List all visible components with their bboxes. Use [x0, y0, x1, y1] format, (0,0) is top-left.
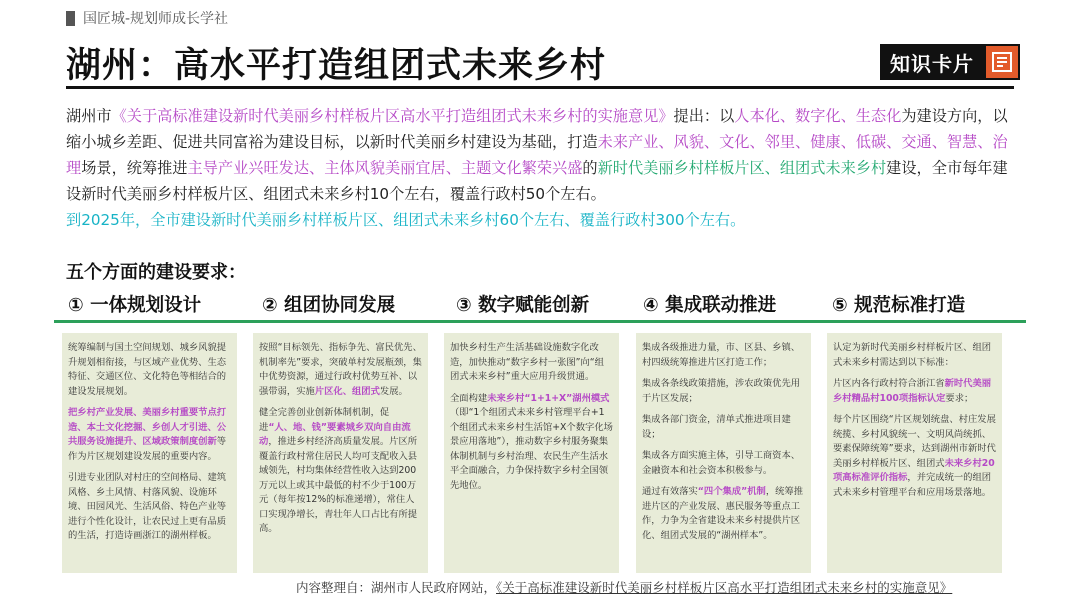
- body-text: 等作为片区规划建设发展的重要内容。: [68, 436, 227, 462]
- highlight-text: 未来乡村“1+1+X”湖州模式: [487, 392, 610, 404]
- body-text: 发展。: [379, 385, 408, 397]
- body-text: 集成各条线政策措施，涉农政策优先用于片区发展；: [642, 378, 801, 404]
- highlight-text: 未来产业、风貌、文化、邻里、健康、低碳、交通、智慧、治理: [66, 133, 1008, 177]
- requirement-paragraph: [642, 485, 805, 543]
- requirement-paragraph: [642, 377, 805, 406]
- body-text: 统筹编制与国土空间规划、城乡风貌提升规划相衔接，与区域产业优势、生态特征、交通区位、文化特色等相结合的建设发展规划。: [68, 342, 227, 397]
- highlight-text: 《关于高标准建设新时代美丽乡村样板片区高水平打造组团式未来乡村的实施意见》: [111, 107, 674, 125]
- highlight-text: 新时代美丽乡村样板片区、组团式未来乡村: [597, 159, 887, 177]
- body-text: 场景，统筹推进: [81, 159, 188, 177]
- body-text: ，推进乡村经济高质量发展。片区所覆盖行政村常住居民人均可支配收入县域领先，村均集体经营性收入达到200万元以上或其中最低的村不少于100万元（每年按12%的标准递增），常住人口实现净增长，青壮年人口占比有所提高。: [259, 436, 418, 534]
- requirements-heading: 五个方面的建设要求：: [66, 262, 246, 283]
- logo-icon: [984, 44, 1020, 80]
- highlight-text: “人、地、钱”要素城乡双向自由流动: [259, 421, 411, 447]
- requirement-column: [62, 333, 237, 573]
- requirement-paragraph: [833, 341, 996, 370]
- body-text: 引进专业团队对村庄的空间格局、建筑风格、乡土风情、村落风貌、设施环境、田园风光、生活风俗、特色产业等进行个性化设计，让农民过上更有品质的生活，打造诗画浙江的湖州样板。: [68, 472, 227, 541]
- body-text: 片区内各行政村符合浙江省: [833, 378, 945, 389]
- highlight-text: 把乡村产业发展、美丽乡村重要节点打造、本土文化挖掘、乡创人才引进、公共服务设施提升、区域政策制度创新: [68, 407, 227, 447]
- highlight-text: 片区化、组团式: [314, 385, 380, 397]
- body-text: 提出：以: [673, 107, 735, 125]
- body-text: 集成各部门资金，清单式推进项目建设；: [642, 414, 791, 440]
- aspect-title: ② 组团协同发展: [262, 295, 396, 316]
- requirement-paragraph: [450, 341, 613, 385]
- intro-text: [66, 103, 1020, 233]
- knowledge-card-badge: [880, 44, 1020, 80]
- body-text: 加快乡村生产生活基础设施数字化改造，加快推动“数字乡村一张图”向“组团式未来乡村”重大应用升级贯通。: [450, 342, 604, 382]
- source-bar: [66, 6, 228, 30]
- body-text: 湖州市: [66, 107, 112, 125]
- aspects-underline: [54, 320, 1026, 323]
- requirement-paragraph: [642, 449, 805, 478]
- requirement-paragraph: [68, 406, 231, 464]
- requirement-column: [636, 333, 811, 573]
- body-text: 要求；: [945, 392, 974, 404]
- requirement-paragraph: [450, 392, 613, 494]
- requirement-column: [253, 333, 428, 573]
- body-text: 集成各级推进力量，市、区县、乡镇、村四级统筹推进片区打造工作；: [642, 342, 801, 368]
- requirement-paragraph: [833, 413, 996, 500]
- intro-paragraph: [66, 103, 1020, 207]
- badge-label: 知识卡片: [880, 44, 984, 80]
- requirement-paragraph: [642, 413, 805, 442]
- body-text: 建设，全市每年建设新时代美丽乡村样板片区、组团式未来乡村10个左右，覆盖行政村50个左右。: [66, 159, 1008, 203]
- source-footer: [296, 578, 952, 596]
- title-divider: [66, 86, 1014, 89]
- aspect-title: ③ 数字赋能创新: [456, 295, 590, 316]
- requirement-paragraph: [68, 341, 231, 399]
- body-text: 为建设方向，以缩小城乡差距、促进共同富裕为建设目标，以新时代美丽乡村建设为基础，打造: [66, 107, 1008, 151]
- source-label: 国匠城-规划师成长学社: [83, 11, 229, 27]
- body-text: 认定为新时代美丽乡村样板片区、组团式未来乡村需达到以下标准：: [833, 342, 992, 368]
- body-text: （即“1个组团式未来乡村管理平台+1个组团式未来乡村生活馆+X个数字化场景应用落地”），推动数字乡村服务聚集体制机制与乡村治理、农民生产生活水平全面融合，力争保持数字乡村全国领先地位。: [450, 407, 613, 491]
- body-text: 每个片区围绕“片区规划统盘、村庄发展统揽、乡村风貌统一、文明风尚统抓、要素保障统筹”要求，达到湖州市新时代美丽乡村样板片区、组团式: [833, 414, 996, 469]
- requirement-paragraph: [259, 406, 422, 537]
- body-text: ，并完成统一的组团式未来乡村管理平台和应用场景落地。: [833, 472, 992, 498]
- source-link[interactable]: 《关于高标准建设新时代美丽乡村样板片区高水平打造组团式未来乡村的实施意见》: [496, 580, 953, 595]
- footer-prefix: 内容整理自：湖州市人民政府网站，: [296, 580, 497, 595]
- body-text: ，统筹推进片区的产业发展、惠民服务等重点工作，力争为全省建设未来乡村提供片区化、组团式发展的“湖州样本”。: [642, 486, 804, 541]
- body-text: 全面构建: [450, 392, 488, 404]
- logo-icon-glyph: [990, 50, 1014, 74]
- aspects-bar: [54, 291, 1026, 323]
- aspect-title: ④ 集成联动推进: [643, 295, 777, 316]
- requirement-column: [827, 333, 1002, 573]
- highlight-text: 未来乡村20项高标准评价指标: [833, 457, 995, 483]
- requirement-paragraph: [833, 377, 996, 406]
- highlight-text: 人本化、数字化、生态化: [734, 107, 902, 125]
- aspect-title: ① 一体规划设计: [68, 295, 202, 316]
- page-title: 湖州：高水平打造组团式未来乡村: [66, 46, 607, 86]
- highlight-text: 新时代美丽乡村精品村100项指标认定: [833, 378, 992, 404]
- body-text: 集成各方面实施主体，引导工商资本、金融资本和社会资本积极参与。: [642, 450, 801, 476]
- requirement-paragraph: [68, 471, 231, 544]
- highlight-text: “四个集成”机制: [697, 486, 766, 497]
- intro-target-line: 到2025年，全市建设新时代美丽乡村样板片区、组团式未来乡村60个左右、覆盖行政村300个左右。: [66, 211, 746, 229]
- highlight-text: 主导产业兴旺发达、主体风貌美丽宜居、主题文化繁荣兴盛: [187, 159, 583, 177]
- requirement-paragraph: [642, 341, 805, 370]
- body-text: 的: [582, 159, 598, 177]
- requirement-paragraph: [259, 341, 422, 399]
- aspect-title: ⑤ 规范标准打造: [832, 295, 966, 316]
- body-text: 按照“目标领先、指标争先、富民优先、机制率先”要求，突破单村发展瓶颈，集中优势资源，通过行政村优势互补、以强带弱，实施: [259, 342, 422, 397]
- source-marker: [66, 11, 75, 26]
- requirement-column: [444, 333, 619, 573]
- body-text: 健全完善创业创新体制机制，促进: [259, 407, 390, 433]
- body-text: 通过有效落实: [642, 486, 698, 497]
